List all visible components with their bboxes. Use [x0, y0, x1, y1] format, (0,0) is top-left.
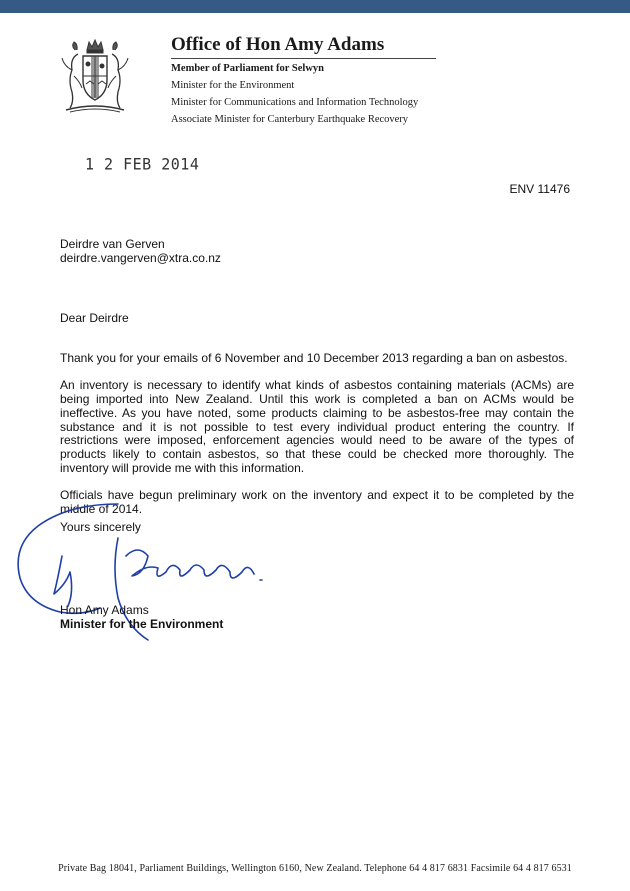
header-color-bar: [0, 0, 630, 13]
letter-body: [60, 238, 574, 529]
footer-address: Private Bag 18041, Parliament Buildings, Wellington 6160, New Zealand. Telephone 64 4 817 6831 Facsimile 64 4 817 6531: [58, 863, 572, 874]
coat-of-arms-icon: [56, 36, 134, 116]
recipient-name: Deirdre van Gerven: [60, 237, 165, 251]
office-title: Office of Hon Amy Adams: [171, 34, 385, 55]
salutation: Dear Deirdre: [60, 310, 129, 325]
header-subtitles: [171, 60, 418, 128]
paragraph: An inventory is necessary to identify what kinds of asbestos containing materials (ACMs) are being imported into New Zealand. Until this work is completed a ban on ACMs would be ineffective. As you have noted, some products claiming to be asbestos-free may contain the substance and it is not possible to test every individual product entering the country. If restrictions were imposed, enforcement agencies would need to be aware of the types of products likely to contain asbestos, so that these could be checked more thoroughly. The inventory will provide me with this information.: [60, 378, 574, 475]
role-line: Associate Minister for Canterbury Earthquake Recovery: [171, 114, 409, 125]
recipient-block: [60, 238, 574, 266]
reference-number: ENV 11476: [509, 182, 570, 196]
recipient-email: deirdre.vangerven@xtra.co.nz: [60, 250, 221, 265]
role-line: Minister for Communications and Information Technology: [171, 97, 419, 108]
date-stamp: 1 2 FEB 2014: [85, 154, 200, 174]
paragraph: Officials have begun preliminary work on the inventory and expect it to be completed by the middle of 2014.: [60, 487, 574, 516]
header-rule: [171, 58, 436, 59]
signer-title: Minister for the Environment: [60, 617, 224, 631]
role-line: Minister for the Environment: [171, 80, 295, 91]
closing: Yours sincerely: [60, 520, 141, 534]
paragraph: Thank you for your emails of 6 November and 10 December 2013 regarding a ban on asbestos.: [60, 351, 568, 366]
signer-name: Hon Amy Adams: [60, 603, 149, 617]
member-line: Member of Parliament for Selwyn: [171, 63, 324, 74]
signature-block: [60, 603, 223, 631]
